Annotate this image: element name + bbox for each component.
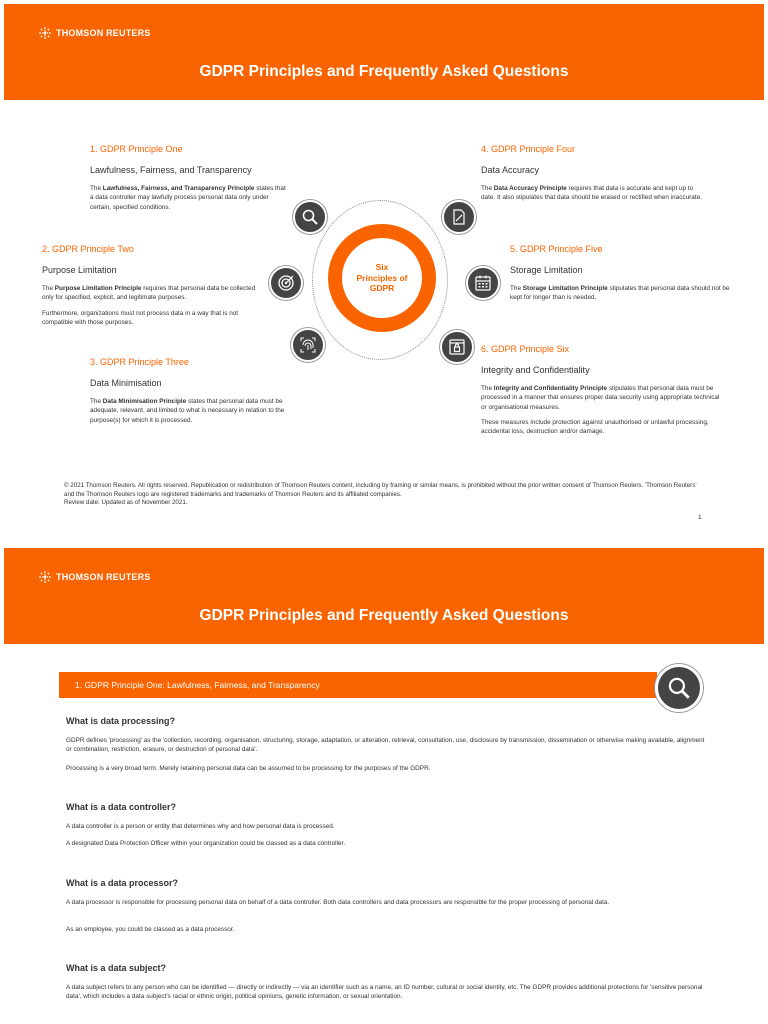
principle-description: The Data Minimisation Principle states that personal data must be adequate, relevant, and limited to what is necessary in relation to the purpose(s) for which it is processed. [90, 398, 285, 424]
faq-answer: A data subject refers to any person who can be identified — directly or indirectly — via an identifier such as a name, an ID number, cultural or social identity, etc. The GDPR provides additional protections for 'sensitive personal data', which includes a data subject's racial or ethnic origin, political opinions, genetic information, or sexual orientation. [66, 984, 703, 1001]
principle-one [90, 144, 290, 212]
principle-description: The Lawfulness, Fairness, and Transparency Principle states that a data controller may lawfully process personal data only under certain, specified conditions. [90, 185, 286, 211]
principle-four [481, 144, 706, 203]
faq-answer: GDPR defines 'processing' as the 'collection, recording, organisation, structuring, storage, adaptation, or alteration, retrieval, consultation, use, disclosure by transmission, dissemination or otherwise making available, alignment or combination, restriction, erasure, or destruction of personal data'. [66, 737, 705, 754]
brand-logo [38, 570, 151, 584]
hub-label: Six Principles of GDPR [356, 262, 408, 294]
principle-number: 2. GDPR Principle Two [42, 244, 134, 254]
header-banner [4, 4, 764, 100]
principle-two [42, 244, 267, 327]
brand-name: THOMSON REUTERS [56, 572, 151, 582]
faq-answer: A designated Data Protection Officer within your organization could be classed as a data controller. [66, 840, 346, 847]
principle-six [481, 344, 721, 436]
faq-question: What is data processing? [66, 716, 176, 726]
faq-answer: A data processor is responsible for processing personal data on behalf of a data controller. Both data controllers and data processors are responsible for the proper processing of personal data. [66, 899, 610, 906]
faq-answer: Processing is a very broad term. Merely retaining personal data can be assumed to be processing for the purposes of the GDPR. [66, 765, 431, 772]
calendar-icon [466, 266, 500, 300]
faq-question: What is a data processor? [66, 878, 179, 888]
principle-five [510, 244, 730, 303]
page-title: GDPR Principles and Frequently Asked Questions [199, 607, 569, 624]
principle-number: 4. GDPR Principle Four [481, 144, 576, 154]
page-one [4, 4, 764, 540]
principle-number: 3. GDPR Principle Three [90, 357, 189, 367]
principle-description: The Storage Limitation Principle stipulates that personal data should not be kept for longer than is needed. [510, 285, 730, 302]
magnifier-icon [655, 664, 703, 712]
principle-name: Integrity and Confidentiality [481, 365, 590, 375]
page-title: GDPR Principles and Frequently Asked Questions [199, 63, 569, 80]
faq-question: What is a data subject? [66, 963, 167, 973]
section-title: 1. GDPR Principle One: Lawfulness, Fairness, and Transparency [75, 680, 320, 690]
principle-description: The Data Accuracy Principle requires that data is accurate and kept up to date. It also stipulates that data should be erased or rectified when inaccurate. [481, 185, 702, 202]
principle-description-extra: These measures include protection against unauthorised or unlawful processing, accidental loss, destruction and/or damage. [481, 418, 709, 436]
hub-center [342, 238, 422, 318]
thomson-reuters-logo-icon [38, 570, 52, 584]
header-banner [4, 548, 764, 644]
principle-three [90, 357, 310, 425]
fingerprint-icon [291, 328, 325, 362]
lock-window-icon [440, 330, 474, 364]
principle-number: 1. GDPR Principle One [90, 144, 183, 154]
principle-description: The Integrity and Confidentiality Principle stipulates that personal data must be processed in a manner that ensures proper data security using appropriate technical or organisational measures. [481, 385, 720, 411]
principle-description: The Purpose Limitation Principle requires that personal data be collected only for specified, explicit, and legitimate purposes. [42, 285, 256, 302]
principle-name: Storage Limitation [510, 265, 583, 275]
page-number: 1 [698, 514, 702, 521]
legal-footer [64, 482, 704, 508]
review-date: Review date: Updated as of November 2021. [64, 499, 188, 507]
faq-answer: As an employee, you could be classed as a data processor. [66, 926, 235, 933]
principle-name: Data Minimisation [90, 378, 162, 388]
copyright-text: © 2021 Thomson Reuters. All rights reserved. Republication or redistribution of Thomson Reuters content, including by framing or similar means, is prohibited without the prior written consent of Thomson Reuters. 'Thomson Reuters' and the Thomson Reuters logo are registered trademarks and trademarks of Thomson Reuters and its affiliated companies. [64, 482, 697, 498]
faq-question: What is a data controller? [66, 802, 177, 812]
thomson-reuters-logo-icon [38, 26, 52, 40]
target-icon [269, 266, 303, 300]
principle-description-extra: Furthermore, organizations must not process data in a way that is not compatible with those purposes. [42, 309, 239, 326]
brand-name: THOMSON REUTERS [56, 28, 151, 38]
principle-name: Data Accuracy [481, 165, 540, 175]
brand-logo [38, 26, 151, 40]
document-pen-icon [442, 200, 476, 234]
principle-number: 6. GDPR Principle Six [481, 344, 570, 354]
faq-answer: A data controller is a person or entity that determines why and how personal data is processed. [66, 823, 335, 830]
principle-name: Purpose Limitation [42, 265, 117, 275]
magnifier-icon [293, 200, 327, 234]
section-header [59, 672, 657, 698]
principle-number: 5. GDPR Principle Five [510, 244, 603, 254]
principle-name: Lawfulness, Fairness, and Transparency [90, 165, 252, 175]
page-two [4, 548, 764, 1024]
